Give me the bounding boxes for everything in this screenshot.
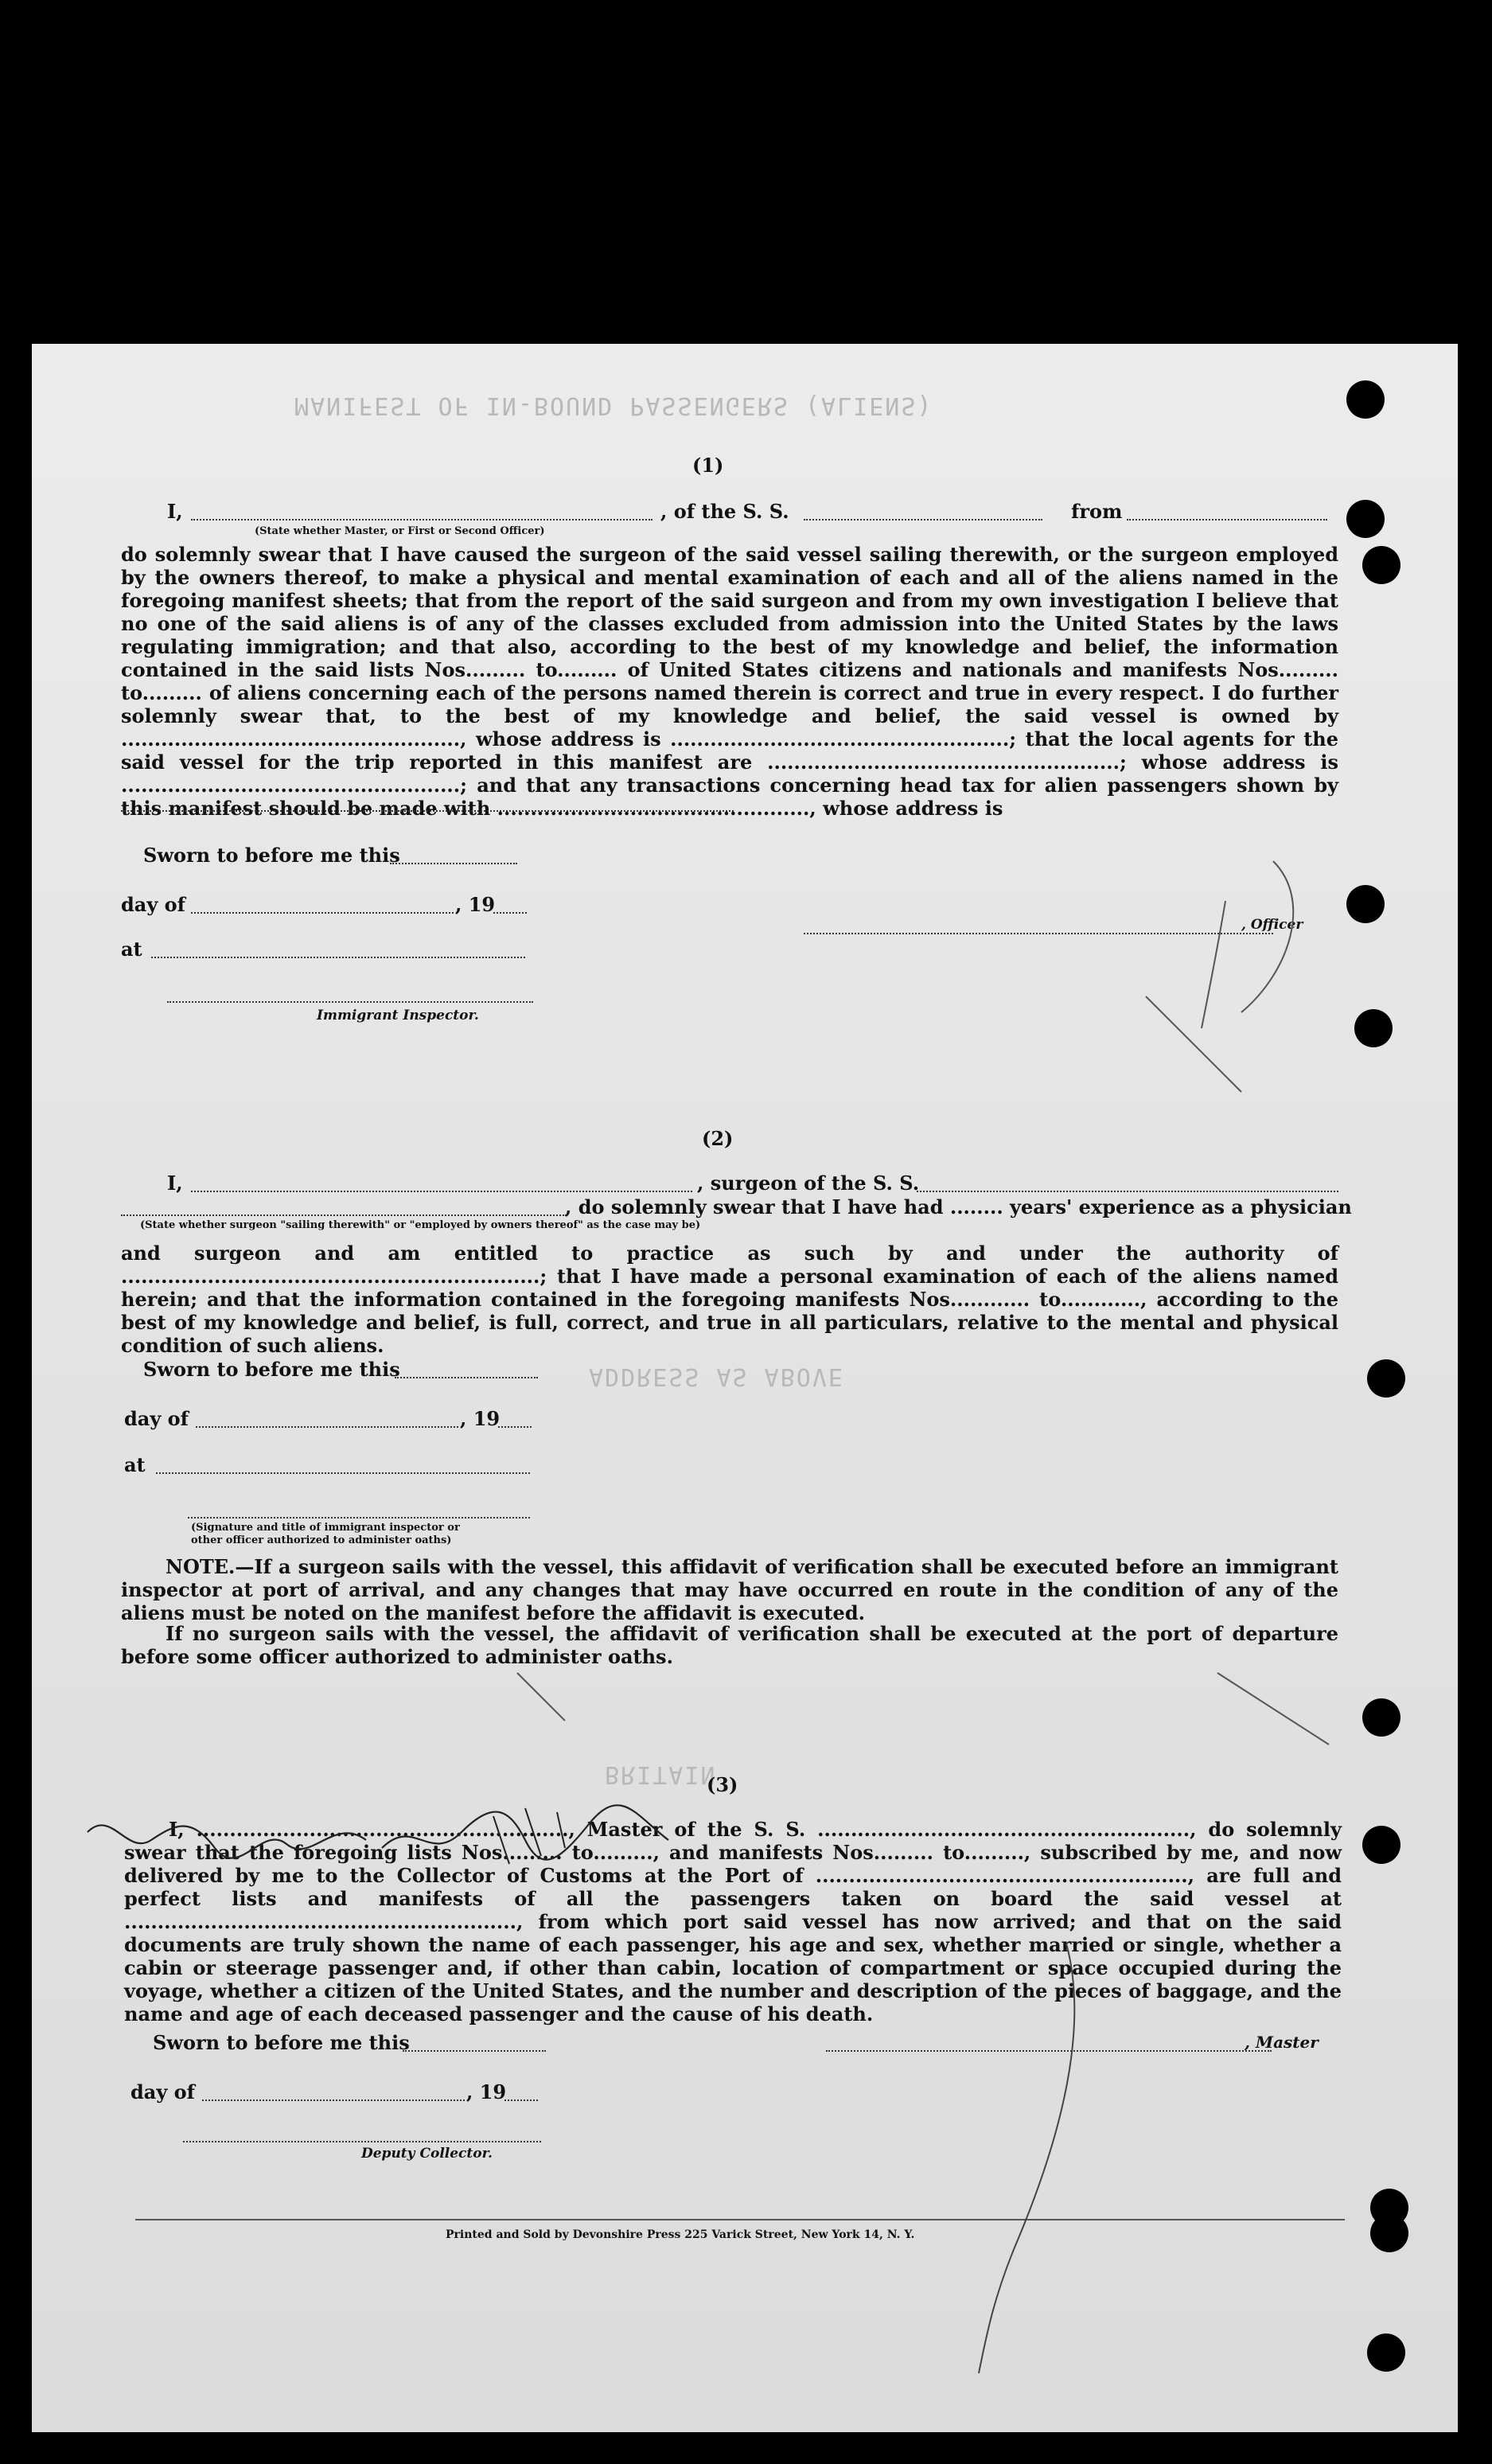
section-2-number: (2) (702, 1127, 734, 1150)
surgeon-name-label: I, (167, 1172, 183, 1195)
note-1: NOTE.—If a surgeon sails with the vessel, this affidavit of verification shall be executed before an immigrant inspector at port of arrival, and any changes that may have occurred en route in the condition of any of the aliens must be noted on the manifest before the affidavit is executed. (121, 1555, 1338, 1624)
day-of-label-1: day of (121, 893, 185, 916)
bleed-through-text: ADDRESS AS ABOVE (589, 1363, 844, 1390)
punch-hole (1346, 380, 1385, 419)
at-field-2[interactable] (156, 1472, 530, 1474)
punch-hole (1346, 500, 1385, 538)
day-of-field-2[interactable] (196, 1426, 458, 1428)
officer-caption: (State whether Master, or First or Second Officer) (255, 525, 545, 537)
officer-name-field[interactable] (191, 519, 653, 520)
section-2-body: and surgeon and am entitled to practice as such by and under the authority of ...............................................................; that I have made a personal examination of each of the aliens named herein; and that the information contained in the foregoing manifests Nos............ to............, according to the best of my knowledge and belief, is full, correct, and true in all particulars, relative to the mental and physical condition of such aliens. (121, 1242, 1338, 1357)
year-label-2: , 19 (460, 1407, 501, 1430)
sworn-date-field-3[interactable] (403, 2050, 546, 2052)
sworn-date-field-1[interactable] (390, 863, 517, 864)
punch-hole (1362, 1698, 1400, 1737)
vessel-name-field[interactable] (804, 519, 1042, 520)
surgeon-name-field[interactable] (191, 1191, 692, 1192)
surgeon-inspector-signature-line[interactable] (188, 1517, 530, 1519)
pencil-mark (1210, 1665, 1337, 1760)
collector-signature-line[interactable] (183, 2141, 541, 2142)
surgeon-status-field[interactable] (121, 1214, 567, 1216)
punch-hole (1367, 1359, 1405, 1398)
surgeon-of-label: , surgeon of the S. S. (697, 1172, 920, 1195)
punch-hole (1354, 1009, 1393, 1047)
sworn-label-1: Sworn to before me this (143, 844, 400, 867)
day-of-field-1[interactable] (191, 912, 454, 914)
manifest-oath-page (32, 344, 1458, 2432)
pencil-mark (509, 1665, 573, 1729)
printer-credit: Printed and Sold by Devonshire Press 225 Varick Street, New York 14, N. Y. (446, 2228, 915, 2241)
bleed-through-text: BRITAIN (605, 1760, 717, 1788)
surgeon-swear: , do solemnly swear that I have had ........ years' experience as a physician (565, 1195, 1352, 1218)
pencil-mark (1130, 853, 1337, 1108)
at-label-2: at (124, 1453, 146, 1476)
collector-caption: Deputy Collector. (361, 2146, 493, 2162)
handwritten-signature (80, 1800, 732, 1880)
inspector-signature-line[interactable] (167, 1001, 533, 1003)
punch-hole (1362, 546, 1400, 584)
at-field-1[interactable] (151, 957, 525, 958)
punch-hole (1346, 885, 1385, 923)
officer-title: , Officer (1241, 917, 1303, 933)
inspector-caption: Immigrant Inspector. (317, 1008, 479, 1023)
section-1-body: do solemnly swear that I have caused the surgeon of the said vessel sailing therewith, or the surgeon employed by the owners thereof, to make a physical and mental examination of each and all of the aliens named in the foregoing manifest sheets; that from the report of the said surgeon and from my own investigation I believe that no one of the said aliens is of any of the classes excluded from admission into the United States by the laws regulating immigration; and that also, according to the best of my knowledge and belief, the information contained in the said lists Nos......... to......... of United States citizens and nationals and manifests Nos......... to......... of aliens concerning each of the persons named therein is correct and true in every respect. I do further solemnly swear that, to the best of my knowledge and belief, the said vessel is owned by ..................................................., whose address is ...................................................; that the local agents for the said vessel for the trip reported in this manifest are .....................................................; whose address is ...................................................; and that any transactions concerning head tax for alien passengers shown by this manifest should be made with ..............................................., whose address is (121, 543, 1338, 820)
year-label-3: , 19 (466, 2080, 507, 2103)
at-label-1: at (121, 938, 142, 961)
punch-hole (1370, 2214, 1408, 2252)
day-of-label-2: day of (124, 1407, 189, 1430)
master-title: , Master (1245, 2033, 1319, 2052)
surgeon-vessel-field[interactable] (917, 1191, 1338, 1192)
surgeon-caption: (State whether surgeon "sailing therewith" or "employed by owners thereof" as the case may be) (140, 1219, 701, 1231)
year-field-1[interactable] (493, 912, 527, 914)
sig-caption-1: (Signature and title of immigrant inspector or (191, 1522, 460, 1534)
year-field-3[interactable] (504, 2099, 538, 2101)
section-1-number: (1) (692, 454, 724, 477)
vessel-label: , of the S. S. (660, 500, 789, 523)
from-port-field[interactable] (1127, 519, 1327, 520)
year-field-2[interactable] (498, 1426, 532, 1428)
section-1-end-line (121, 810, 734, 812)
section-3-number: (3) (707, 1773, 738, 1796)
officer-name-label: I, (167, 500, 183, 523)
sig-caption-2: other officer authorized to administer oaths) (191, 1534, 452, 1546)
note-2: If no surgeon sails with the vessel, the affidavit of verification shall be executed at the port of departure before some officer authorized to administer oaths. (121, 1622, 1338, 1668)
day-of-label-3: day of (131, 2080, 195, 2103)
bleed-through-text: MANIFEST OF IN-BOUND PASSENGERS (ALIENS) (294, 392, 933, 419)
day-of-field-3[interactable] (202, 2099, 465, 2101)
section-3-body: I, ........................................................, Master of the S. S. ........................................................, do solemnly swear that the foregoing lists Nos......... to........., and manifests Nos......... to........., subscribed by me, and now delivered by me to the Collector of Customs at the Port of ........................................................, are full and perfect lists and manifests of all the passengers taken on board the said vessel at ..........................................................., from which port said vessel has now arrived; and that on the said documents are truly shown the name of each passenger, his age and sex, whether married or single, whether a cabin or steerage passenger and, if other than cabin, location of compartment or space occupied during the voyage, whether a citizen of the United States, and the number and description of the pieces of baggage, and the name and age of each deceased passenger and the cause of his death. (124, 1818, 1342, 2025)
punch-hole (1367, 2333, 1405, 2372)
year-label-1: , 19 (455, 893, 496, 916)
from-label: from (1071, 500, 1123, 523)
pencil-mark (971, 1936, 1178, 2381)
sworn-label-3: Sworn to before me this (153, 2031, 410, 2054)
sworn-date-field-2[interactable] (395, 1377, 538, 1378)
punch-hole (1362, 1826, 1400, 1864)
sworn-label-2: Sworn to before me this (143, 1358, 400, 1381)
